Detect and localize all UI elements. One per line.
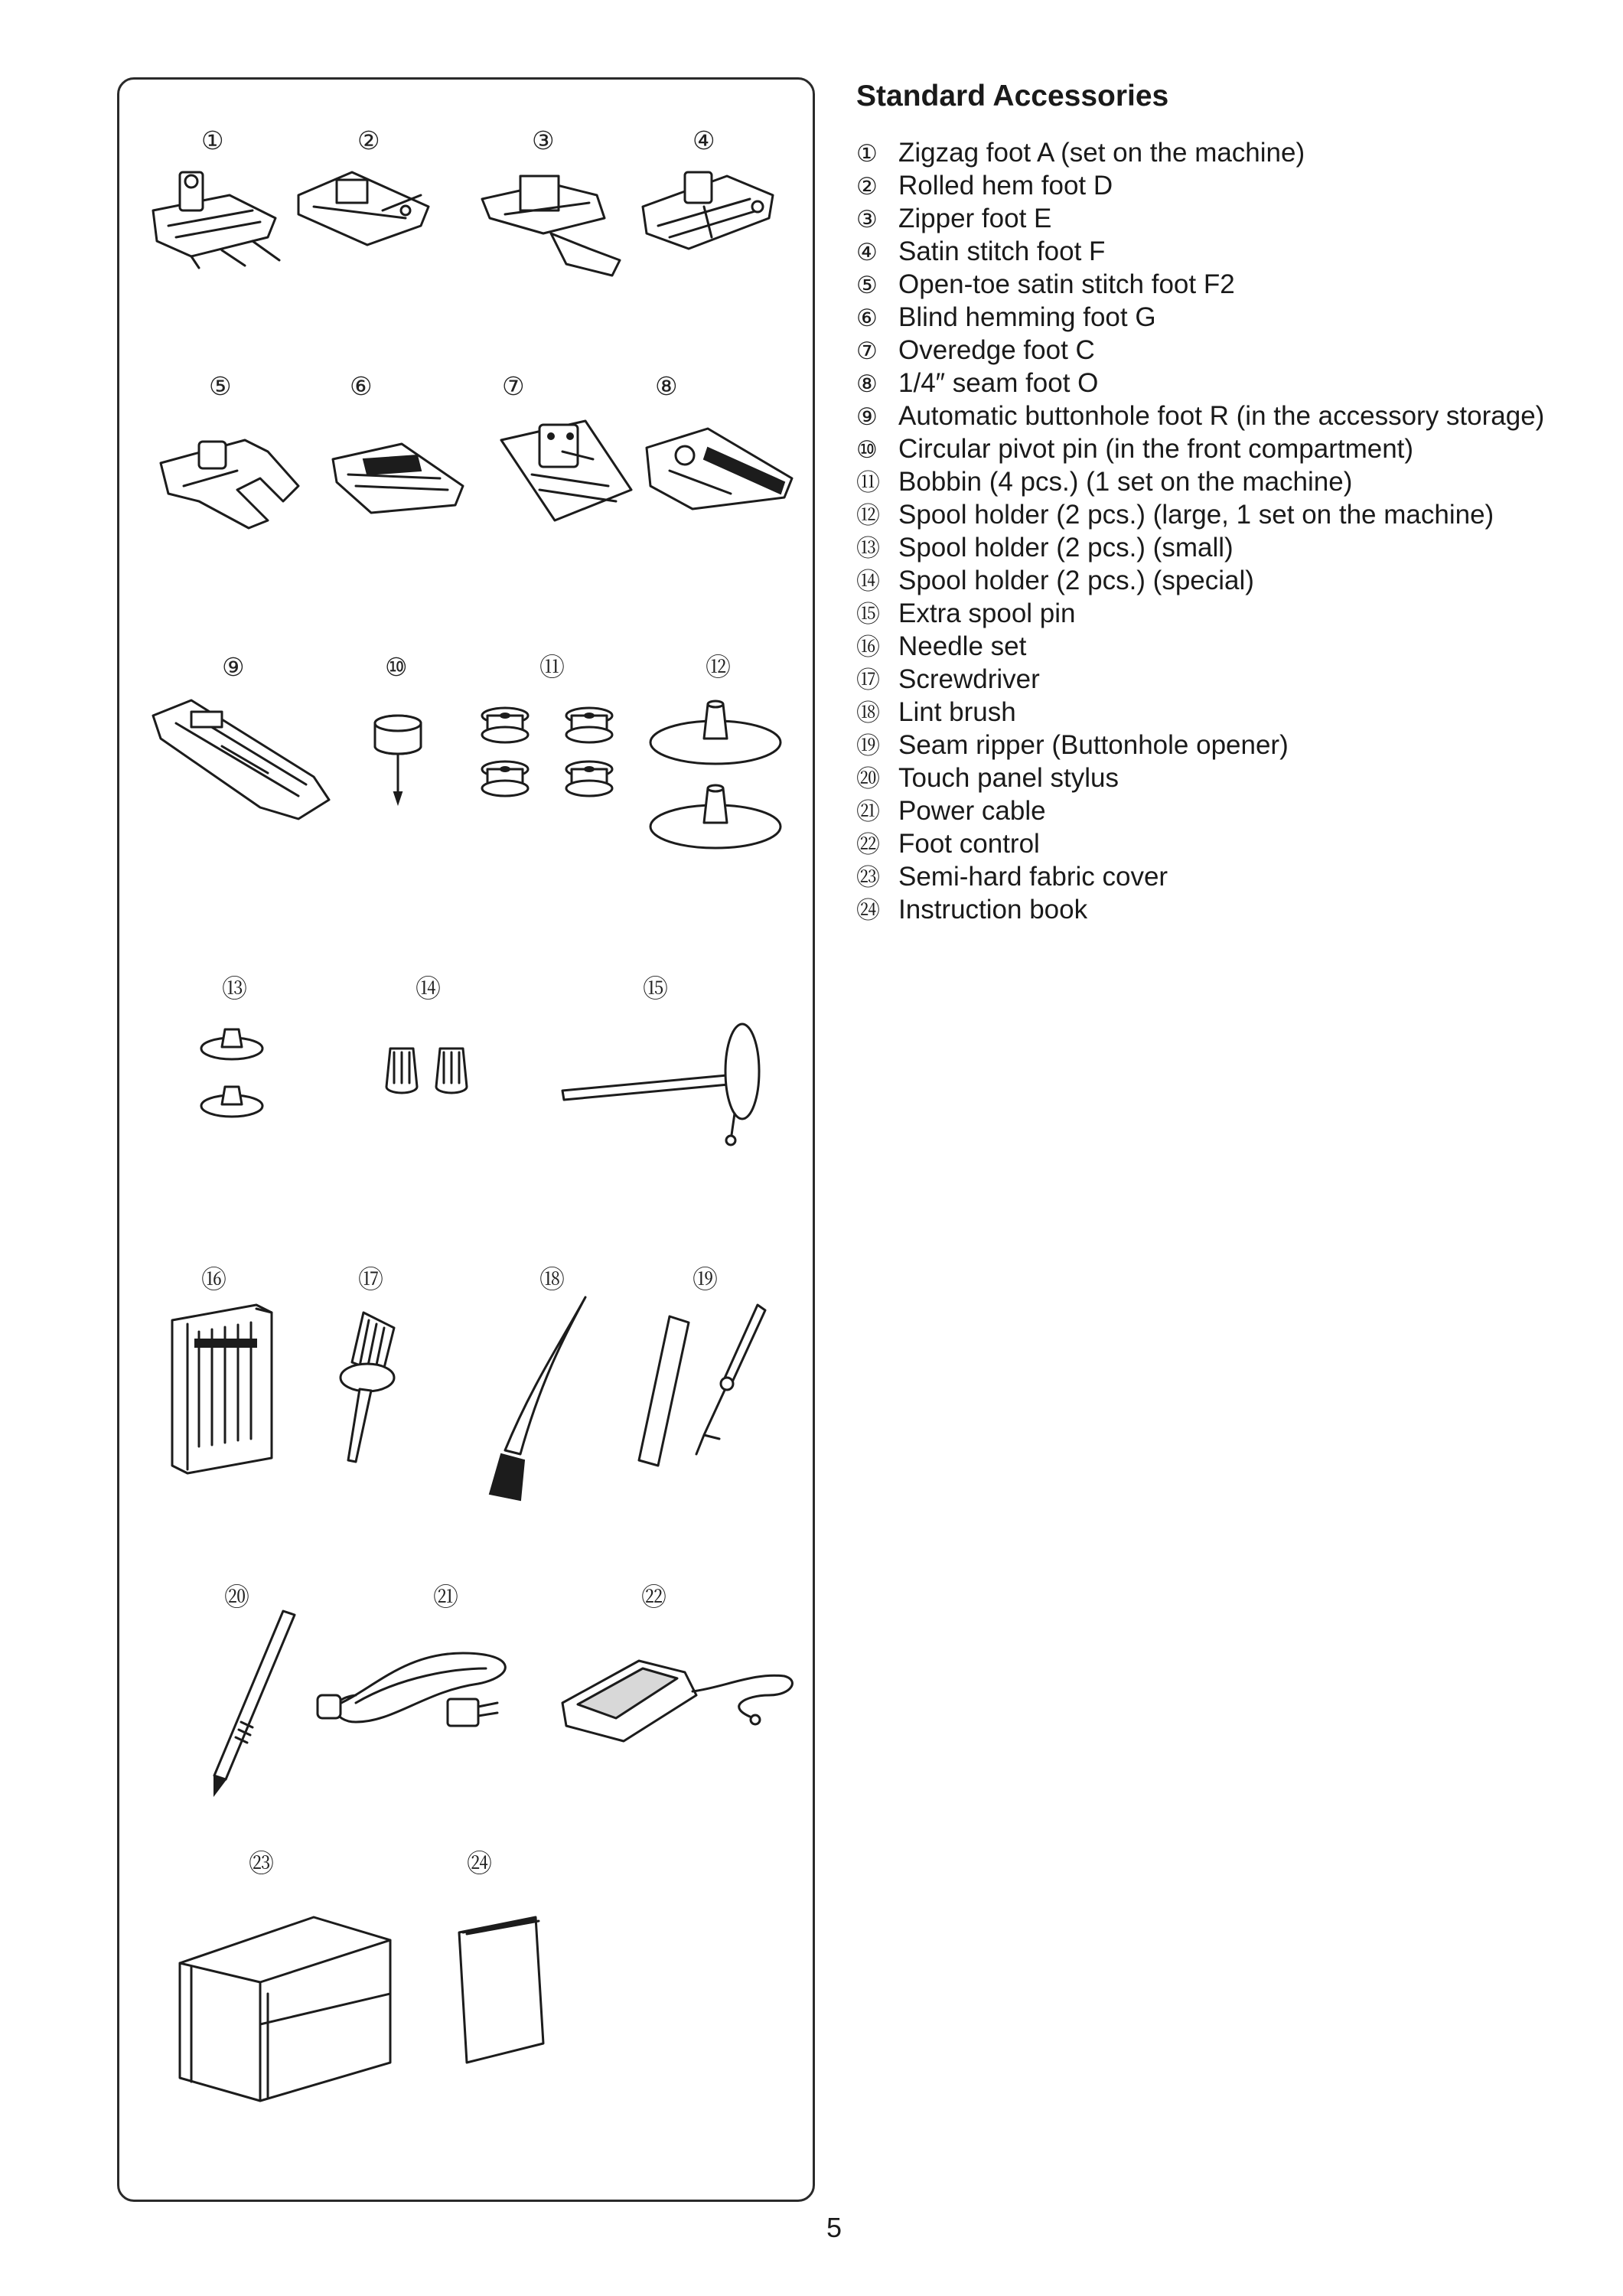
blind-hem-foot-illustration [325,436,471,520]
fabric-cover-illustration [168,1910,406,2108]
screwdriver-illustration [329,1305,413,1469]
lint-brush-illustration [478,1293,593,1508]
foot-control-illustration [555,1649,800,1749]
page-number: 5 [826,2212,842,2243]
item-number-2: ② [357,126,380,155]
list-item: ⑩ Circular pivot pin (in the front compartment) [856,434,1414,464]
pivot-pin-illustration [371,708,425,807]
item-number-21: ㉑ [433,1582,458,1612]
seam-ripper-illustration [616,1301,769,1477]
stylus-illustration [199,1607,298,1799]
power-cable-illustration [310,1630,532,1737]
list-item: ⑱ Lint brush [856,697,1016,727]
list-item: ⑪ Bobbin (4 pcs.) (1 set on the machine) [856,467,1353,497]
item-number-6: ⑥ [350,371,373,401]
rolled-hem-foot-illustration [291,165,436,249]
accessory-list [856,136,1544,926]
item-number-22: ㉒ [641,1582,666,1612]
item-number-7: ⑦ [502,371,525,401]
list-item: ⑲ Seam ripper (Buttonhole opener) [856,730,1289,760]
list-item: ② Rolled hem foot D [856,171,1113,201]
list-item: ⑮ Extra spool pin [856,598,1076,628]
item-number-5: ⑤ [209,371,232,401]
list-item: ⑥ Blind hemming foot G [856,302,1156,332]
item-number-17: ⑰ [358,1264,383,1294]
item-number-10: ⑩ [385,652,408,682]
item-number-1: ① [201,126,224,155]
large-spool-holder-illustration [647,693,784,853]
item-number-4: ④ [693,126,715,155]
list-item: ⑯ Needle set [856,631,1027,661]
buttonhole-foot-illustration [145,685,337,823]
item-number-13: ⑬ [222,974,247,1003]
list-item: ⑦ Overedge foot C [856,335,1095,365]
quarter-inch-foot-illustration [639,425,800,524]
open-toe-foot-illustration [153,432,306,532]
item-number-14: ⑭ [416,974,441,1003]
list-item: ㉑ Power cable [856,796,1046,826]
list-item: ㉔ Instruction book [856,895,1088,925]
list-item: ⑳ Touch panel stylus [856,763,1119,793]
item-number-16: ⑯ [201,1264,227,1294]
list-item: ③ Zipper foot E [856,204,1052,233]
item-number-3: ③ [532,126,555,155]
item-number-15: ⑮ [643,974,668,1003]
item-number-11: ⑪ [539,652,565,682]
zipper-foot-illustration [474,172,627,279]
list-item: ㉓ Semi-hard fabric cover [856,862,1168,892]
list-item: ⑤ Open-toe satin stitch foot F2 [856,269,1235,299]
overedge-foot-illustration [494,413,639,528]
item-number-12: ⑫ [706,652,731,682]
needle-set-illustration [165,1301,279,1477]
list-item: ⑭ Spool holder (2 pcs.) (special) [856,566,1254,595]
item-number-20: ⑳ [224,1582,249,1612]
item-number-18: ⑱ [539,1264,565,1294]
section-heading: Standard Accessories [856,80,1169,113]
bobbins-illustration [478,704,624,811]
small-spool-holder-illustration [197,1026,266,1125]
item-number-8: ⑧ [655,371,678,401]
list-item: ⑬ Spool holder (2 pcs.) (small) [856,533,1234,563]
list-item: ⑰ Screwdriver [856,664,1040,694]
item-number-9: ⑨ [222,652,245,682]
instruction-book-illustration [451,1913,551,2066]
zigzag-foot-illustration [145,165,283,272]
item-number-23: ㉓ [249,1848,274,1878]
extra-spool-pin-illustration [559,1014,788,1152]
special-spool-holder-illustration [379,1041,486,1102]
item-number-19: ⑲ [693,1264,718,1294]
list-item: ㉒ Foot control [856,829,1040,859]
item-number-24: ㉔ [467,1848,492,1878]
list-item: ⑫ Spool holder (2 pcs.) (large, 1 set on the machine) [856,500,1494,530]
list-item: ⑨ Automatic buttonhole foot R (in the accessory storage) [856,401,1545,431]
list-item: ④ Satin stitch foot F [856,236,1106,266]
list-item: ⑧ 1/4″ seam foot O [856,368,1099,398]
list-item: ① Zigzag foot A (set on the machine) [856,138,1305,168]
satin-stitch-foot-illustration [635,161,781,268]
